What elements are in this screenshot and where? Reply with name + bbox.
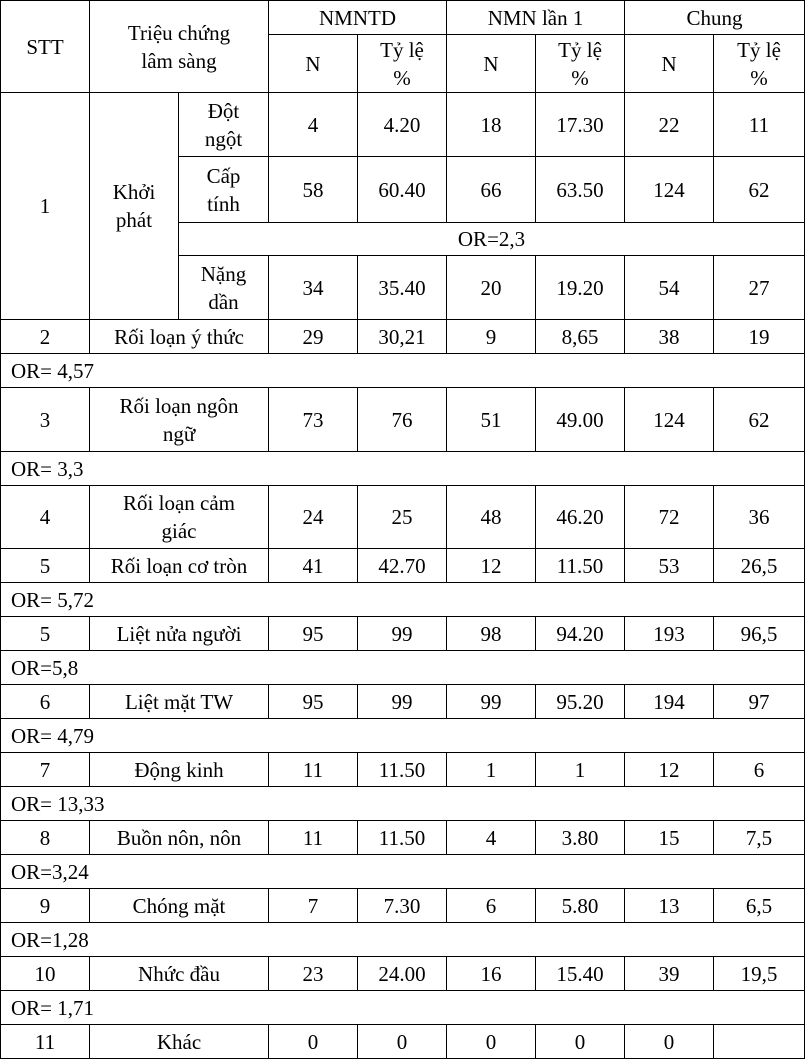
nmn1-rate: 95.20 (536, 685, 625, 719)
table-row (1, 889, 805, 923)
table-row (1, 1025, 805, 1059)
header-stt: STT (1, 1, 90, 93)
odds-ratio: OR= 1,71 (1, 991, 805, 1025)
nmn1-rate: 94.20 (536, 617, 625, 651)
total-n: 15 (625, 821, 714, 855)
stt-cell: 9 (1, 889, 90, 923)
nmn1-rate: 1 (536, 753, 625, 787)
stt-cell: 1 (1, 93, 90, 320)
stt-cell: 11 (1, 1025, 90, 1059)
stt-cell: 6 (1, 685, 90, 719)
symptom-label: Chóng mặt (90, 889, 269, 923)
nmntd-n: 11 (269, 821, 358, 855)
stt-cell: 2 (1, 320, 90, 354)
total-n: 13 (625, 889, 714, 923)
or-row (1, 452, 805, 486)
table-row (1, 753, 805, 787)
nmntd-rate: 60.40 (358, 157, 447, 223)
total-rate: 62 (714, 388, 805, 452)
stt-cell: 4 (1, 486, 90, 549)
total-n: 194 (625, 685, 714, 719)
stt-cell: 5 (1, 617, 90, 651)
or-row (1, 787, 805, 821)
total-n: 22 (625, 93, 714, 157)
nmntd-rate: 42.70 (358, 549, 447, 583)
total-rate: 19,5 (714, 957, 805, 991)
nmn1-rate: 49.00 (536, 388, 625, 452)
nmn1-n: 20 (447, 256, 536, 320)
nmntd-n: 23 (269, 957, 358, 991)
nmn1-rate: 15.40 (536, 957, 625, 991)
nmn1-n: 51 (447, 388, 536, 452)
or-row (1, 855, 805, 889)
odds-ratio: OR= 4,57 (1, 354, 805, 388)
symptom-label: Rối loạn ý thức (90, 320, 269, 354)
total-n: 124 (625, 157, 714, 223)
nmn1-rate: 46.20 (536, 486, 625, 549)
onset-sub-label: Đột ngột (179, 93, 269, 157)
nmntd-rate: 30,21 (358, 320, 447, 354)
nmn1-n: 48 (447, 486, 536, 549)
odds-ratio: OR=3,24 (1, 855, 805, 889)
odds-ratio: OR=1,28 (1, 923, 805, 957)
or-row (1, 651, 805, 685)
symptom-label: Khác (90, 1025, 269, 1059)
table-row (1, 685, 805, 719)
nmn1-n: 6 (447, 889, 536, 923)
odds-ratio: OR= 5,72 (1, 583, 805, 617)
nmntd-rate: 11.50 (358, 753, 447, 787)
nmntd-rate: 24.00 (358, 957, 447, 991)
nmntd-rate: 0 (358, 1025, 447, 1059)
total-n: 72 (625, 486, 714, 549)
nmntd-n: 73 (269, 388, 358, 452)
nmntd-n: 58 (269, 157, 358, 223)
table-row (1, 486, 805, 549)
onset-row (1, 93, 805, 157)
symptom-label: Động kinh (90, 753, 269, 787)
nmn1-rate: 11.50 (536, 549, 625, 583)
header-chung: Chung (625, 1, 805, 35)
total-n: 39 (625, 957, 714, 991)
or-row (1, 354, 805, 388)
header-n: N (625, 35, 714, 93)
total-rate: 36 (714, 486, 805, 549)
nmn1-n: 16 (447, 957, 536, 991)
header-rate: Tỷ lệ % (536, 35, 625, 93)
header-rate: Tỷ lệ % (358, 35, 447, 93)
symptom-label: Liệt nửa người (90, 617, 269, 651)
onset-sub-label: Nặng dần (179, 256, 269, 320)
nmn1-rate: 8,65 (536, 320, 625, 354)
symptom-label: Buồn nôn, nôn (90, 821, 269, 855)
total-n: 193 (625, 617, 714, 651)
table-row (1, 388, 805, 452)
odds-ratio: OR= 13,33 (1, 787, 805, 821)
total-rate: 26,5 (714, 549, 805, 583)
total-rate: 6,5 (714, 889, 805, 923)
nmntd-n: 24 (269, 486, 358, 549)
header-nmn-lan-1: NMN lần 1 (447, 1, 625, 35)
header-symptom: Triệu chứng lâm sàng (90, 1, 269, 93)
header-n: N (447, 35, 536, 93)
total-n: 54 (625, 256, 714, 320)
total-rate: 97 (714, 685, 805, 719)
odds-ratio: OR= 3,3 (1, 452, 805, 486)
stt-cell: 10 (1, 957, 90, 991)
nmn1-n: 18 (447, 93, 536, 157)
table-body (1, 1, 805, 1059)
stt-cell: 7 (1, 753, 90, 787)
nmntd-n: 95 (269, 617, 358, 651)
nmn1-rate: 5.80 (536, 889, 625, 923)
header-n: N (269, 35, 358, 93)
nmntd-rate: 76 (358, 388, 447, 452)
nmn1-n: 99 (447, 685, 536, 719)
odds-ratio: OR=2,3 (179, 223, 805, 256)
header-nmntd: NMNTD (269, 1, 447, 35)
total-rate: 6 (714, 753, 805, 787)
nmntd-rate: 4.20 (358, 93, 447, 157)
odds-ratio: OR=5,8 (1, 651, 805, 685)
total-rate: 19 (714, 320, 805, 354)
total-rate: 96,5 (714, 617, 805, 651)
symptom-label: Rối loạn cơ tròn (90, 549, 269, 583)
total-rate: 27 (714, 256, 805, 320)
nmntd-rate: 25 (358, 486, 447, 549)
nmntd-rate: 7.30 (358, 889, 447, 923)
stt-cell: 3 (1, 388, 90, 452)
total-rate: 62 (714, 157, 805, 223)
symptom-label: Rối loạn cảm giác (90, 486, 269, 549)
symptom-onset: Khởi phát (90, 93, 179, 320)
onset-sub-label: Cấp tính (179, 157, 269, 223)
nmntd-rate: 11.50 (358, 821, 447, 855)
total-n: 38 (625, 320, 714, 354)
table-row (1, 549, 805, 583)
stt-cell: 8 (1, 821, 90, 855)
nmntd-rate: 99 (358, 617, 447, 651)
header-row (1, 1, 805, 35)
nmntd-rate: 99 (358, 685, 447, 719)
or-row (1, 583, 805, 617)
nmn1-rate: 17.30 (536, 93, 625, 157)
nmntd-n: 7 (269, 889, 358, 923)
nmntd-n: 34 (269, 256, 358, 320)
total-n: 12 (625, 753, 714, 787)
nmn1-rate: 0 (536, 1025, 625, 1059)
odds-ratio: OR= 4,79 (1, 719, 805, 753)
table-row (1, 617, 805, 651)
symptom-label: Liệt mặt TW (90, 685, 269, 719)
total-rate: 11 (714, 93, 805, 157)
total-n: 53 (625, 549, 714, 583)
nmntd-n: 11 (269, 753, 358, 787)
symptom-label: Rối loạn ngôn ngữ (90, 388, 269, 452)
nmn1-rate: 19.20 (536, 256, 625, 320)
nmn1-n: 66 (447, 157, 536, 223)
table-row (1, 821, 805, 855)
table-row (1, 957, 805, 991)
nmn1-n: 4 (447, 821, 536, 855)
or-row (1, 719, 805, 753)
nmntd-n: 95 (269, 685, 358, 719)
or-row (1, 991, 805, 1025)
nmn1-n: 0 (447, 1025, 536, 1059)
stt-cell: 5 (1, 549, 90, 583)
nmn1-n: 98 (447, 617, 536, 651)
total-n: 124 (625, 388, 714, 452)
nmn1-n: 12 (447, 549, 536, 583)
total-n: 0 (625, 1025, 714, 1059)
total-rate (714, 1025, 805, 1059)
nmntd-rate: 35.40 (358, 256, 447, 320)
header-rate: Tỷ lệ % (714, 35, 805, 93)
nmn1-rate: 3.80 (536, 821, 625, 855)
or-row (1, 923, 805, 957)
nmntd-n: 0 (269, 1025, 358, 1059)
symptom-label: Nhức đầu (90, 957, 269, 991)
total-rate: 7,5 (714, 821, 805, 855)
nmntd-n: 29 (269, 320, 358, 354)
table-row (1, 320, 805, 354)
nmn1-n: 9 (447, 320, 536, 354)
nmntd-n: 4 (269, 93, 358, 157)
nmntd-n: 41 (269, 549, 358, 583)
nmn1-n: 1 (447, 753, 536, 787)
nmn1-rate: 63.50 (536, 157, 625, 223)
